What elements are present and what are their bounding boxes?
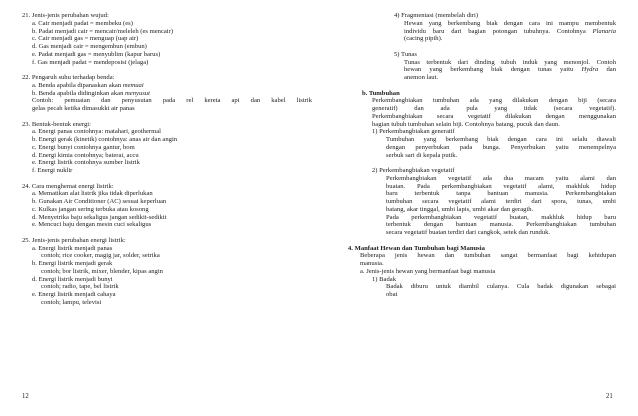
section-title: 23. Bentuk-bentuk energi: bbox=[22, 120, 91, 128]
example-line: contoh; radio, tape, bel listrik bbox=[41, 283, 119, 291]
paragraph-line: obat bbox=[386, 291, 398, 298]
list-item: f. Gas menjadi padat = mendeposisi (jelaga) bbox=[32, 58, 149, 66]
paragraph-line bbox=[348, 66, 616, 74]
list-item: a. Energi panas contohnya: matahari, geothermal bbox=[32, 128, 161, 136]
section-title: 24. Cara menghemat energi listrik: bbox=[22, 182, 114, 190]
section-title: 4. Manfaat Hewan dan Tumbuhan bagi Manusia bbox=[348, 244, 485, 252]
list-item: f. Energi nuklir bbox=[32, 167, 73, 174]
list-item: a. Energi listrik menjadi panas bbox=[32, 244, 113, 252]
section-tunas bbox=[348, 51, 616, 82]
list-item: b. Energi listrik menjadi gerak bbox=[32, 260, 113, 267]
section-title: 21. Jenis-jenis perubahan wujud: bbox=[22, 12, 109, 19]
page-number-right: 21 bbox=[606, 393, 613, 400]
list-item: b. Energi gerak (kinetik) contohnya: anas air dan angin bbox=[32, 136, 178, 143]
list-item bbox=[22, 82, 312, 90]
line-text: hewan yang berkembang biak dengan tunas yaitu bbox=[404, 66, 582, 74]
example-line: contoh; rice cooker, magig jar, solder, setrika bbox=[41, 252, 160, 260]
subsection-title: 1) Badak bbox=[372, 275, 396, 283]
list-item: a. Cair menjadi padat = membeku (es) bbox=[32, 19, 133, 27]
paragraph-line: Pada perkembangbiakan vegetatif buatan, makhluk hidup baru bbox=[386, 213, 616, 221]
paragraph-line: Badak diburu untuk diambil culanya. Cula badak digunakan sebagai bbox=[386, 283, 616, 291]
paragraph-line: Tumbuhan yang berkembang biak dengan cara ini selalu diawali bbox=[386, 136, 616, 143]
paragraph-line: anemon laut. bbox=[404, 74, 439, 81]
list-item: b. Gunakan Air Conditioner (AC) sesuai keperluan bbox=[32, 198, 167, 205]
list-item: e. Padat menjadi gas = menyublim (kapur barus) bbox=[32, 50, 161, 58]
example-line: contoh; bor listrik, mixer, blender, kipas angin bbox=[41, 267, 163, 275]
paragraph-line: bagian tubuh tumbuhan selain biji. Contohnya batang, pucuk dan daun. bbox=[372, 120, 560, 128]
paragraph-line: serbuk sari di kepala putik. bbox=[386, 151, 458, 159]
page-number-left: 12 bbox=[22, 393, 29, 400]
paragraph-line: manusia. bbox=[360, 260, 384, 267]
section-manfaat bbox=[348, 245, 616, 299]
section-perubahan-wujud bbox=[22, 12, 312, 66]
list-item: b. Padat menjadi cair = mencair/meleleh (es mencair) bbox=[32, 27, 174, 35]
paragraph-line: baru terbentuk tanpa bantuan manusia. Perkembangbiakan bbox=[386, 190, 616, 198]
list-item bbox=[22, 90, 312, 98]
list-item: e. Energi listrik menjadi cahaya bbox=[32, 291, 116, 298]
section-bentuk-energi bbox=[22, 121, 312, 175]
paragraph-line: Hewan yang berkembang biak dengan cara ini mampu membentuk bbox=[404, 19, 616, 27]
paragraph-line: terbentuk dengan bantuan manusia. Perkembangbiakan tumbuhan bbox=[386, 221, 616, 229]
spacer bbox=[348, 159, 616, 167]
paragraph-line: Perkembangbiakan secara vegetatif dilakukan dengan menggunakan bbox=[372, 112, 616, 120]
paragraph-line bbox=[348, 28, 616, 36]
paragraph-line: (cacing pipih). bbox=[404, 35, 443, 43]
subsection-title: 2) Perkembangbiakan vegetatif bbox=[372, 167, 455, 174]
example-line: gelas pecah ketika dimasukki air panas bbox=[32, 105, 135, 112]
section-title: b. Tumbuhan bbox=[362, 89, 400, 97]
section-title: 22. Pengaruh suhu terhadap benda: bbox=[22, 74, 115, 81]
paragraph-line: batang, akar tinggal, umbi lapis, umbi akar dan geragih. bbox=[386, 205, 534, 213]
list-item: e. Energi listrik contohnya sumber listrik bbox=[32, 159, 140, 167]
section-tumbuhan bbox=[348, 90, 616, 237]
list-item: d. Energi kimia contohnya; baterai, accu bbox=[32, 151, 139, 159]
list-item: e. Mencuci baju dengan mesin cuci sekaligus bbox=[32, 221, 152, 229]
list-item: c. Cair menjadi gas = menguap (uap air) bbox=[32, 35, 139, 43]
item-text: a. Benda apabila dipanaskan akan bbox=[32, 81, 123, 89]
list-item: c. Energi bunyi contohnya gantur, bom bbox=[32, 143, 135, 151]
paragraph-line: Perkembangbiakan tumbuhan ada yang dilakukan dengan biji (secara bbox=[372, 97, 616, 105]
italic-term: memuai bbox=[122, 81, 144, 89]
paragraph-line: secara vegetatif buatan terdiri dari cangkok, setek dan runduk. bbox=[386, 229, 551, 236]
example-line: contoh; lampu, televisi bbox=[41, 298, 102, 306]
left-page-column bbox=[22, 12, 312, 314]
paragraph-line: tumbuhan secara vegetatif alami terdiri dari spora, tunas, umbi bbox=[386, 198, 616, 205]
right-page-column bbox=[348, 12, 616, 307]
list-item: a. Mematikan alat listrik jika tidak diperlukan bbox=[32, 190, 153, 198]
example-line: Contoh: pemuaian dan penyusutan pada rel kereta api dan kabel listrik bbox=[32, 97, 312, 105]
subsection-title: 1) Perkembangbiakan generatif bbox=[372, 128, 455, 136]
paragraph-line: dengan penyerbukan pada bunga. Penyerbukan yaitu menempelnya bbox=[386, 143, 616, 151]
italic-term: Planaria bbox=[592, 27, 616, 35]
line-text: dan bbox=[598, 66, 617, 74]
list-item: d. Energi listrik menjadi bunyi bbox=[32, 275, 113, 283]
list-item: d. Menyetrika baju sekaligus jangan sedikit-sedikit bbox=[32, 213, 167, 221]
list-item: d. Gas menjadi cair = mengembun (embun) bbox=[32, 43, 147, 50]
paragraph-line: Beberapa jenis hewan dan tumbuhan sangat bermanfaat bagi kehidupan bbox=[360, 252, 616, 260]
paragraph-line: generatif) dan ada pula yang tidak (secara vegetatif). bbox=[372, 105, 616, 112]
section-pengaruh-suhu bbox=[22, 74, 312, 113]
section-fragmentasi bbox=[348, 12, 616, 43]
section-perubahan-energi-listrik bbox=[22, 237, 312, 307]
italic-term: menyusut bbox=[125, 89, 150, 97]
item-text: b. Benda apabila didinginkan akan bbox=[32, 89, 126, 97]
line-text: individu baru dari bagian potongan tubuhnya. Contohnya bbox=[404, 27, 593, 35]
subsection-title: a. Jenis-jenis hewan yang bermanfaat bagi manusia bbox=[360, 267, 496, 275]
section-title: 5) Tunas bbox=[394, 50, 417, 58]
paragraph-line: Tunas terbentuk dari dinding tubuh induk yang menonjol. Contoh bbox=[404, 58, 616, 66]
section-title: 4) Fragmentasi (membelah diri) bbox=[394, 12, 479, 19]
section-title: 25. Jenis-jenis perubahan energi listrik: bbox=[22, 236, 126, 244]
list-item: c. Kulkas jangan sering terbuka atau kosong bbox=[32, 205, 149, 213]
paragraph-line: buatan. Pada perkembangbiakan vegetatif alami, makhluk hidup bbox=[386, 182, 616, 190]
section-hemat-energi bbox=[22, 183, 312, 230]
paragraph-line: Perkembangbiakan vegetatif ada dua macam yaitu alami dan bbox=[386, 174, 616, 182]
italic-term: Hydra bbox=[581, 66, 599, 74]
